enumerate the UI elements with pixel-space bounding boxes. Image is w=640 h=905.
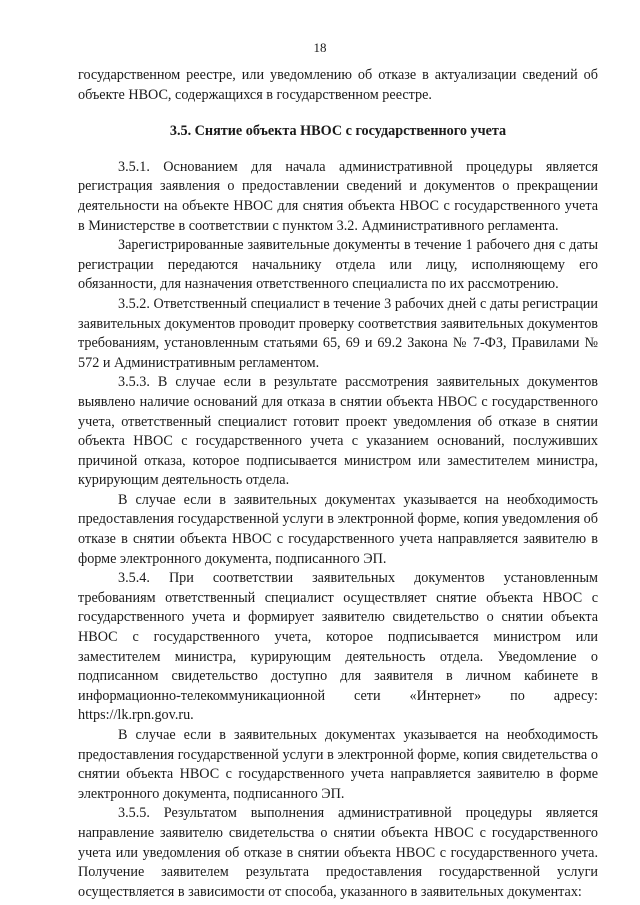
paragraph-3-5-1: 3.5.1. Основанием для начала административной процедуры является регистрация заявления о предоставлении сведений и документов о прекращении деятельности на объекте НВОС для снятия объекта НВОС с государственного учета в Министерстве в соответствии с пунктом 3.2. Административного регламента. xyxy=(78,158,598,234)
paragraph-3-5-5: 3.5.5. Результатом выполнения административной процедуры является направление заявителю свидетельства о снятии объекта НВОС с государственного учета или уведомления об отказе в снятии объекта НВОС с государственного учета. Получение заявителем результата предоставления государственной услуги осуществляется в зависимости от способа, указанного в заявительных документах: xyxy=(78,805,598,900)
paragraph-3-5-2: 3.5.2. Ответственный специалист в течение 3 рабочих дней с даты регистрации заявительных документов проводит проверку соответствия заявительных документов требованиям, установленным статьями 65, 69 и 69.2 Закона № 7-ФЗ, Правилами № 572 и Административным регламентом. xyxy=(78,295,598,371)
continuation-paragraph: государственном реестре, или уведомлению об отказе в актуализации сведений об объекте НВОС, содержащихся в государственном реестре. xyxy=(78,67,598,103)
paragraph-registration: Зарегистрированные заявительные документы в течение 1 рабочего дня с даты регистрации передаются начальнику отдела или лицу, исполняющему его обязанности, для назначения ответственного специалиста по их рассмотрению. xyxy=(78,237,598,293)
section-heading: 3.5. Снятие объекта НВОС с государственного учета xyxy=(169,123,507,140)
paragraph-3-5-3: 3.5.3. В случае если в результате рассмотрения заявительных документов выявлено наличие оснований для отказа в снятии объекта НВОС с государственного учета, ответственный специалист готовит проект уведомления об отказе в снятии объекта НВОС с государственного учета с указанием оснований, послуживших причиной отказа, которое подписывается министром или заместителем министра, курирующим деятельность отдела. xyxy=(78,374,598,489)
page-number: 18 xyxy=(313,40,327,55)
paragraph-certificate-electronic: В случае если в заявительных документах указывается на необходимость предоставления государственной услуги в электронной форме, копия свидетельства о снятии объекта НВОС с государственного учета направляется заявителю в форме электронного документа, подписанного ЭП. xyxy=(78,727,598,802)
paragraph-refusal-electronic: В случае если в заявительных документах указывается на необходимость предоставления государственной услуги в электронной форме, копия уведомления об отказе в снятии объекта НВОС с государственного учета направляется заявителю в форме электронного документа, подписанного ЭП. xyxy=(78,491,598,567)
page-content xyxy=(78,66,598,902)
paragraph-3-5-4: 3.5.4. При соответствии заявительных документов установленным требованиям ответственный специалист осуществляет снятие объекта НВОС с государственного учета и формирует заявителю свидетельство о снятии объекта НВОС с государственного учета, которое подписывается министром или заместителем министра, курирующим деятельность отдела. Уведомление о подписанном свидетельство доступно для заявителя в личном кабинете в информационно-телекоммуникационной сети «Интернет» по адресу: https://lk.rpn.gov.ru. xyxy=(78,570,598,724)
